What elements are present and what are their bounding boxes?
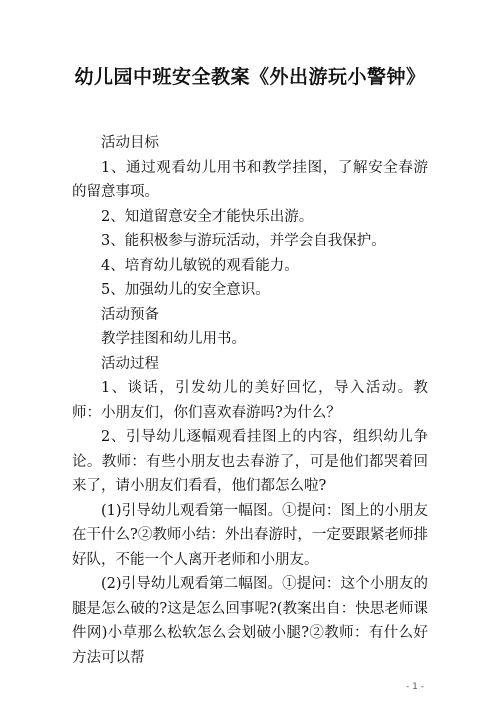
section-heading-preparation: 活动预备 [101, 306, 159, 323]
section-heading-objectives: 活动目标 [101, 135, 159, 151]
document-title: 幼儿园中班安全教案《外出游玩小警钟》 [74, 66, 426, 88]
process-paragraph: 2、引导幼儿逐幅观看挂图上的内容，组织幼儿争论。教师：有些小朋友也去春游了，可是他们都哭着回来了，请小朋友们看看，他们都怎么啦? [72, 429, 428, 494]
preparation-text: 教学挂图和幼儿用书。 [101, 331, 246, 347]
process-paragraph: (2)引导幼儿观看第二幅图。①提问：这个小朋友的腿是怎么破的?这是怎么回事呢?(教案出自：快思老师课件网)小草那么松软怎么会划破小腿?②教师：有什么好方法可以帮 [72, 576, 428, 666]
process-paragraph: (1)引导幼儿观看第一幅图。①提问：图上的小朋友在干什么?②教师小结：外出春游时，一定要跟紧老师排好队，不能一个人离开老师和小朋友。 [72, 502, 428, 568]
objective-item: 2、知道留意安全才能快乐出游。 [101, 208, 314, 225]
objective-item: 5、加强幼儿的安全意识。 [101, 282, 270, 298]
objective-item: 1、通过观看幼儿用书和教学挂图，了解安全春游的留意事项。 [72, 159, 428, 200]
page-number: - 1 - [406, 682, 424, 692]
document-body [72, 131, 428, 670]
section-heading-process: 活动过程 [101, 355, 159, 372]
objective-item: 3、能积极参与游玩活动，并学会自我保护。 [101, 233, 386, 249]
objective-item: 4、培育幼儿敏锐的观看能力。 [101, 257, 299, 274]
process-paragraph: 1、谈话，引发幼儿的美好回忆，导入活动。教师：小朋友们，你们喜欢春游吗?为什么？ [72, 380, 428, 421]
